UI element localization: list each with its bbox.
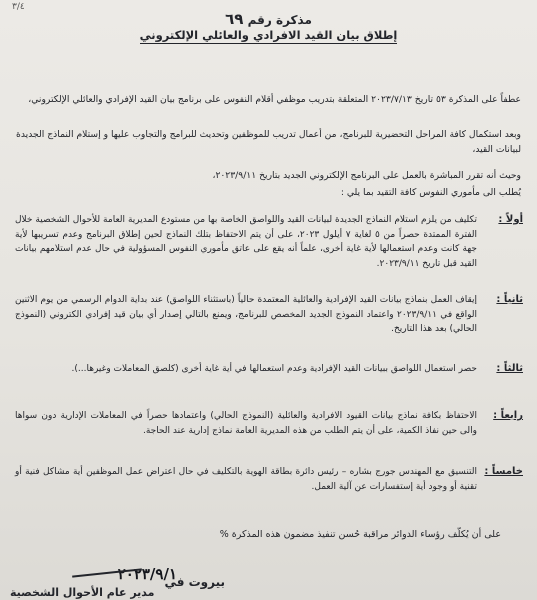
- closing-line: على أن يُكلّف رؤساء الدوائر مراقبة حُسن تنفيذ مضمون هذه المذكرة %: [219, 529, 501, 540]
- item-text: الاحتفاظ بكافة نماذج بيانات القيود الافرادية والعائلية (النموذج الحالي) واعتمادها حصراً في المعاملات الإدارية دون سواها والى حين نفاذ الكمية، على أن يتم الطلب من هذه المديرية العامة نماذج إدارية عند الحاجة.: [15, 411, 477, 436]
- item-label: خامساً :: [484, 466, 523, 477]
- memo-label: مذكرة رقم: [247, 13, 312, 27]
- item-label: رابعاً :: [493, 410, 523, 421]
- list-item-fourth: [15, 409, 523, 438]
- list-item-second: [15, 293, 523, 337]
- memo-title: إطلاق بيان القيد الافرادي والعائلي الإلكتروني: [139, 28, 398, 42]
- list-item-first: [15, 213, 523, 271]
- place-label: بيروت في: [164, 575, 225, 589]
- handwritten-date: ٢٠٢٣/٩/١: [117, 565, 177, 583]
- memo-title-block: [0, 28, 537, 42]
- signature-title: مدير عام الأحوال الشخصية: [10, 586, 155, 599]
- page-reference: ٣/٤: [12, 2, 25, 12]
- item-text: تكليف من يلزم استلام النماذج الجديدة لبيانات القيد واللواصق الخاصة بها من مستودع المديرية العامة للأحوال الشخصية خلال الفترة الممتدة حصراً من ٥ لغاية ٧ أيلول ٢٠٢٣، على أن يتم الاحتفاظ بتلك النماذج لحين إطلاق البرنامج وعدم تسريبها لأية جهة كانت وعدم استعمالها لأية غاية أخرى، علماً أنه يقع على عاتق مأموري النفوس المسؤولية في حال عدم استلامهم بيانات القيد قبل تاريخ ٢٠٢٣/٩/١١.: [15, 215, 477, 269]
- intro-paragraph-3: وحيث أنه تقرر المباشرة بالعمل على البرنامج الإلكتروني الجديد بتاريخ ٢٠٢٣/٩/١١،: [212, 170, 521, 181]
- item-text: التنسيق مع المهندس جورج بشاره – رئيس دائرة بطاقة الهوية بالتكليف في حال اعتراض عمل الموظفين أية مشاكل فنية أو تقنية أو وجود أية إستفسارات عن آلية العمل.: [15, 467, 477, 492]
- item-label: ثانياً :: [496, 294, 523, 305]
- memo-number: ٦٩: [225, 10, 244, 28]
- item-text: حصر استعمال اللواصق ببيانات القيد الإفرادية وعدم استعمالها في أية غاية أخرى (كلصق المعاملات وغيرها...).: [71, 364, 477, 374]
- list-item-fifth: [15, 465, 523, 494]
- intro-paragraph-4: يُطلب الى مأموري النفوس كافة التقيد بما يلي :: [340, 187, 521, 198]
- intro-paragraph-1: عطفاً على المذكرة ٥٣ تاريخ ٢٠٢٣/٧/١٣ المتعلقة بتدريب موظفي أقلام النفوس على برنامج بيان القيد الإفرادي والعائلي الإلكتروني،: [28, 94, 521, 105]
- memo-number-line: [0, 10, 537, 28]
- item-label: ثالثاً :: [496, 363, 523, 374]
- item-label: أولاً :: [498, 214, 523, 225]
- intro-paragraph-2: وبعد استكمال كافة المراحل التحضيرية للبرنامج، من أعمال تدريب للموظفين وتحديث للبرامج والتجاوب عليها و إستلام النماذج الجديدة لبيانات القيد،: [16, 129, 521, 155]
- list-item-third: [15, 362, 523, 377]
- item-text: إيقاف العمل بنماذج بيانات القيد الإفرادية والعائلية المعتمدة حالياً (باستثناء اللواصق) عند بداية الدوام الرسمي من يوم الاثنين الواقع في ٢٠٢٣/٩/١١ واعتماد النموذج الجديد المخصص للبرنامج، ويمنع بالتالي إصدار أي بيان قيد إفرادي الكتروني (النموذج الحالي) بعد هذا التاريخ.: [15, 295, 478, 334]
